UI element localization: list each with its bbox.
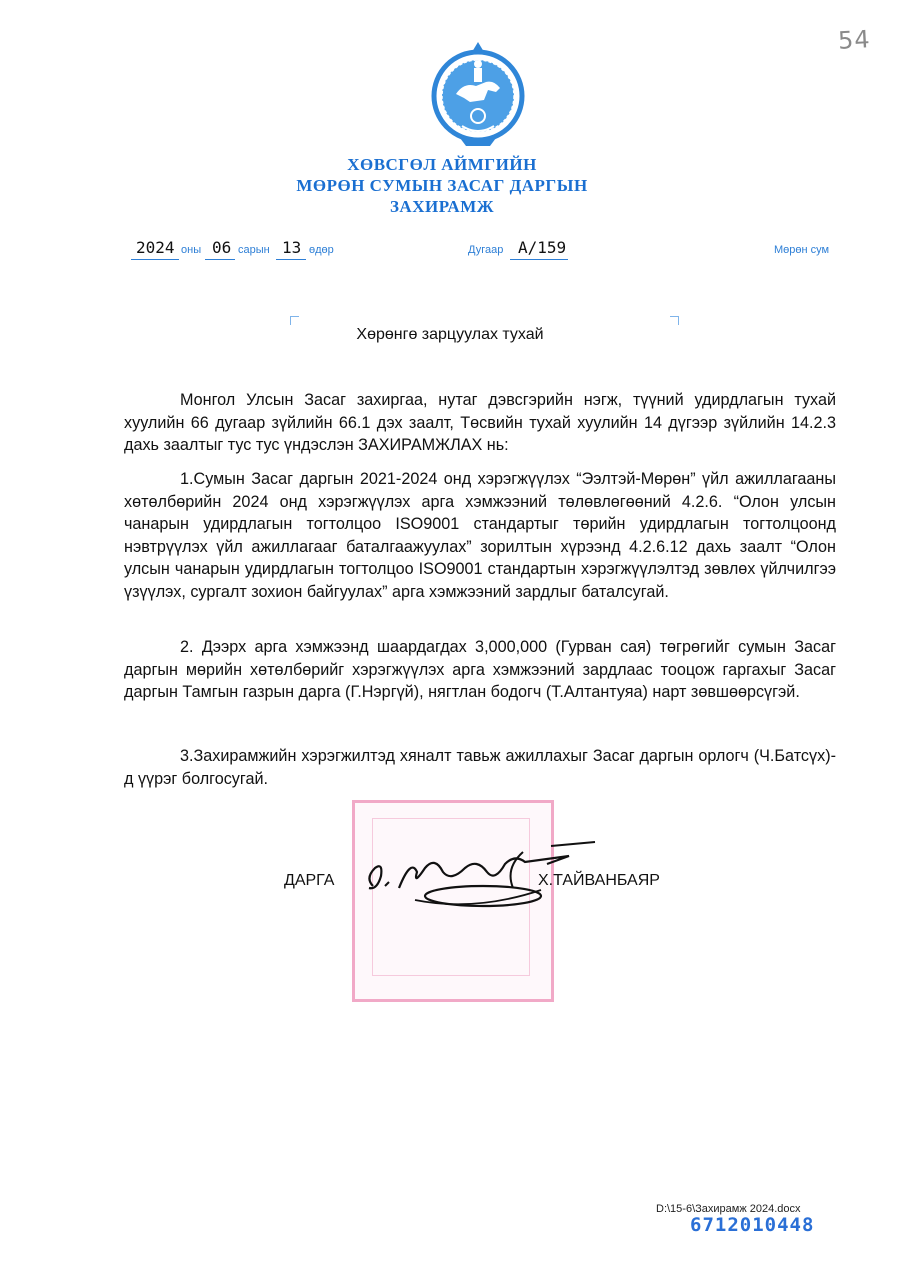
year-suffix: оны <box>181 244 202 256</box>
day-underline <box>276 259 306 260</box>
preamble-paragraph: Монгол Улсын Засаг захиргаа, нутаг дэвсгэрийн нэгж, түүний удирдлагын тухай хуулийн 66 дугаар зүйлийн 66.1 дэх заалт, Төсвийн тухай хуулийн 14 дүгээр зүйлийн 14.2.3 дахь заалтыг тус тус үндэслэн ЗАХИРАМЖЛАХ нь: <box>124 391 836 455</box>
number-label: Дугаар <box>468 244 504 256</box>
signer-role: ДАРГА <box>284 872 335 889</box>
year-underline <box>131 259 179 260</box>
date-day: 13 <box>282 238 302 257</box>
place: Мөрөн сум <box>774 244 830 256</box>
title-corner-left <box>290 316 299 325</box>
file-path: D:\15-6\Захирамж 2024.docx <box>656 1203 801 1215</box>
header-governor: МӨРӨН СУМЫН ЗАСАГ ДАРГЫН <box>296 176 588 195</box>
document-title: Хөрөнгө зарцуулах тухай <box>356 326 544 343</box>
day-suffix: өдөр <box>309 244 334 256</box>
header-document-type: ЗАХИРАМЖ <box>389 197 495 216</box>
month-underline <box>205 259 235 260</box>
order-item-3: 3.Захирамжийн хэрэгжилтэд хяналт тавьж ажиллахыг Засаг даргын орлогч (Ч.Батсүх)-д үүрэг болгосугай. <box>124 747 836 788</box>
registration-number: 6712010448 <box>690 1214 815 1236</box>
page-number: 54 <box>837 25 872 55</box>
signer-name: Х.ТАЙВАНБАЯР <box>538 872 660 889</box>
date-month: 06 <box>212 238 232 257</box>
date-year: 2024 <box>136 238 175 257</box>
header-aimag: ХӨВСГӨЛ АЙМГИЙН <box>347 155 537 174</box>
month-suffix: сарын <box>238 244 270 256</box>
title-corner-right <box>670 316 679 325</box>
document-number: А/159 <box>518 238 567 257</box>
number-underline <box>510 259 568 260</box>
order-item-2: 2. Дээрх арга хэмжээнд шаардагдах 3,000,000 (Гурван сая) төгрөгийг сумын Засаг даргын мөрийн хөтөлбөрийг хэрэгжүүлэх арга хэмжээний зардлаас тооцож гаргахыг Засаг даргын Тамгын газрын дарга (Г.Нэргүй), нягтлан бодогч (Т.Алтантуяа) нарт зөвшөөрсүгэй. <box>124 638 836 702</box>
order-item-1: 1.Сумын Засаг даргын 2021-2024 онд хэрэгжүүлэх “Ээлтэй-Мөрөн” үйл ажиллагааны хөтөлбөрийн 2024 онд хэрэгжүүлэх арга хэмжээний төлөвлөгөөний 4.2.6. “Олон улсын чанарын удирдлагын тогтолцоо ISO9001 стандартыг төрийн удирдлагын тогтолцоонд нэвтрүүлэх үйл ажиллагааг баталгаажуулах” зорилтын хүрээнд 4.2.6.12 дахь заалт “Олон улсын чанарын удирдлагын тогтолцоо ISO9001 стандартын хэрэгжүүлэлтэд зөвлөх үйлчилгээ үзүүлэх, сургалт зохион байгуулах” арга хэмжээний зардлыг баталсугай. <box>124 470 836 601</box>
state-emblem-icon <box>430 42 526 150</box>
